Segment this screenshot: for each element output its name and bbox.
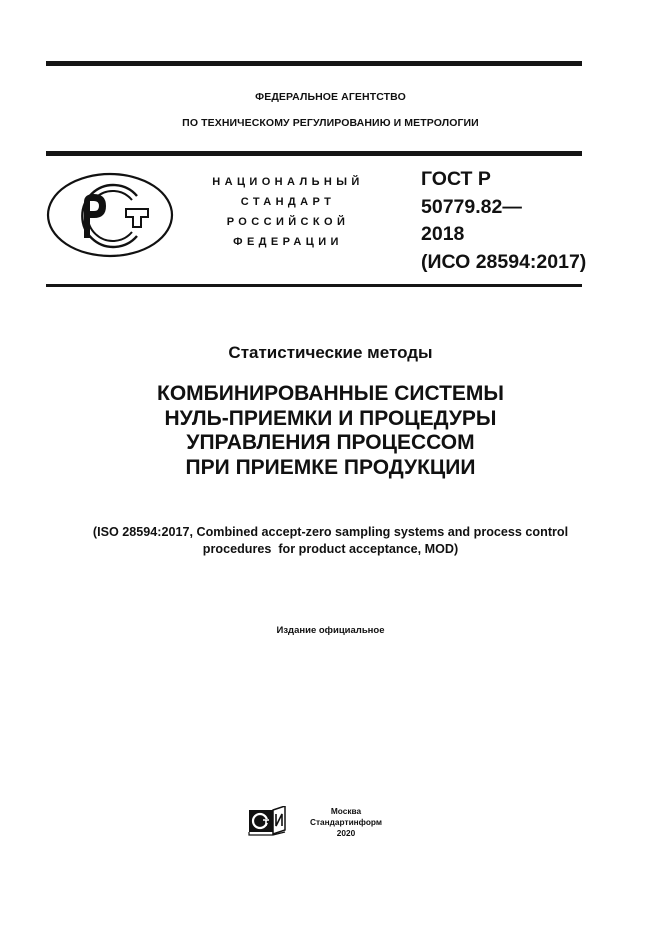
title-line: УПРАВЛЕНИЯ ПРОЦЕССОМ bbox=[186, 431, 475, 454]
document-title bbox=[0, 382, 661, 480]
title-line: ПРИ ПРИЕМКЕ ПРОДУКЦИИ bbox=[185, 455, 476, 479]
publisher-city: Москва bbox=[330, 806, 362, 816]
iso-reference-line: procedures for product acceptance, MOD) bbox=[202, 542, 459, 556]
iso-reference bbox=[0, 524, 661, 558]
title-line: КОМБИНИРОВАННЫЕ СИСТЕМЫ bbox=[157, 382, 504, 405]
top-rule bbox=[46, 61, 582, 66]
publication-year: 2020 bbox=[336, 828, 356, 838]
national-standard-label bbox=[200, 172, 376, 252]
document-subtitle: Статистические методы bbox=[228, 343, 433, 362]
designation-line: 50779.82— bbox=[421, 195, 522, 218]
agency-subtitle: ПО ТЕХНИЧЕСКОМУ РЕГУЛИРОВАНИЮ И МЕТРОЛОГИИ bbox=[182, 117, 479, 129]
gost-r-pct-emblem-icon bbox=[46, 172, 174, 258]
national-standard-line: ФЕДЕРАЦИИ bbox=[233, 236, 343, 248]
standartinform-logo-icon bbox=[247, 806, 287, 836]
publisher-name: Стандартинформ bbox=[309, 817, 382, 827]
agency-name: ФЕДЕРАЛЬНОЕ АГЕНТСТВО bbox=[255, 91, 406, 103]
national-standard-line: СТАНДАРТ bbox=[240, 196, 336, 208]
standard-designation bbox=[421, 166, 586, 276]
iso-reference-line: (ISO 28594:2017, Combined accept-zero sampling systems and process control bbox=[92, 525, 569, 539]
designation-line: ГОСТ Р bbox=[421, 168, 491, 190]
header-rule bbox=[46, 151, 582, 156]
designation-line: 2018 bbox=[421, 223, 465, 245]
edition-label: Издание официальное bbox=[276, 625, 385, 636]
designation-line: (ИСО 28594:2017) bbox=[421, 250, 587, 273]
publisher-info bbox=[298, 806, 394, 839]
national-standard-line: НАЦИОНАЛЬНЫЙ bbox=[212, 176, 364, 188]
national-standard-line: РОССИЙСКОЙ bbox=[226, 216, 350, 228]
header-bottom-rule bbox=[46, 284, 582, 287]
title-line: НУЛЬ-ПРИЕМКИ И ПРОЦЕДУРЫ bbox=[164, 406, 497, 430]
